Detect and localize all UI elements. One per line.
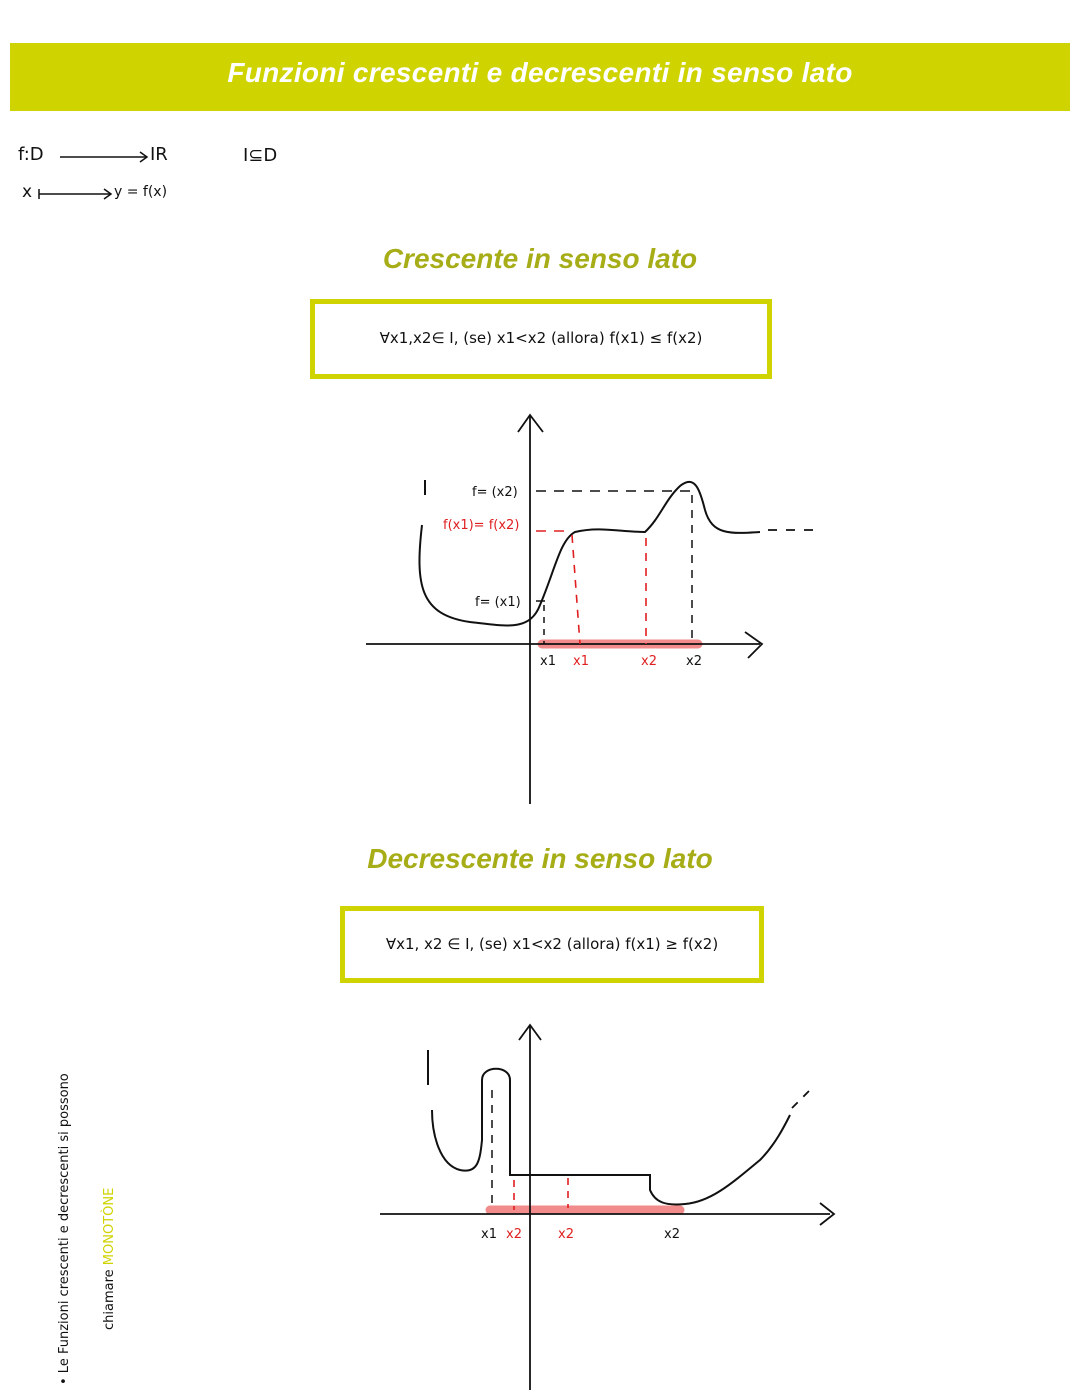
mapping-codomain: IR (150, 144, 168, 165)
decreasing-definition: ∀x1, x2 ∈ I, (se) x1<x2 (allora) f(x1) ≥ f(x2) (385, 935, 719, 953)
label-x2-black: x2 (686, 654, 702, 669)
mapping-y: y = f(x) (114, 184, 168, 200)
label-f-x2: f= (x2) (472, 485, 518, 500)
mapping-domain: f:D (18, 144, 44, 165)
title-banner (10, 43, 1070, 111)
label-x2-red-a: x2 (506, 1227, 522, 1242)
label-x1-black: x1 (540, 654, 556, 669)
label-f-equal: f(x1)= f(x2) (443, 518, 520, 533)
side-note-prefix: chiamare (102, 1269, 117, 1330)
side-note-line2 (102, 1188, 117, 1330)
decreasing-curve (428, 1050, 790, 1204)
increasing-title: Crescente in senso lato (382, 243, 698, 274)
decreasing-graph (0, 1010, 1080, 1395)
label-x2-black: x2 (664, 1227, 680, 1242)
increasing-definition-box (310, 299, 772, 379)
label-f-x1: f= (x1) (475, 595, 521, 610)
mapping-arrow-2 (36, 184, 116, 204)
mapping-x: x (22, 182, 33, 202)
subset-notation: I⊆D (243, 145, 278, 166)
label-x2-red: x2 (641, 654, 657, 669)
increasing-graph (0, 400, 1080, 820)
page-title: Funzioni crescenti e decrescenti in senso lato (227, 57, 853, 88)
x1-red-guide (572, 535, 580, 644)
x-axis-arrow (745, 632, 762, 658)
curve-continuation (792, 1088, 812, 1108)
increasing-curve (419, 480, 760, 626)
label-x2-red-b: x2 (558, 1227, 574, 1242)
side-note-highlight: MONOTÒNE (102, 1187, 117, 1266)
side-note-line1: • Le Funzioni crescenti e decrescenti si possono (57, 1073, 72, 1385)
increasing-definition: ∀x1,x2∈ I, (se) x1<x2 (allora) f(x1) ≤ f(x2) (379, 329, 703, 347)
label-x1-black: x1 (481, 1227, 497, 1242)
label-x1-red: x1 (573, 654, 589, 669)
decreasing-title: Decrescente in senso lato (367, 843, 713, 874)
decreasing-definition-box (340, 906, 764, 983)
mapping-arrow-1 (58, 146, 153, 166)
